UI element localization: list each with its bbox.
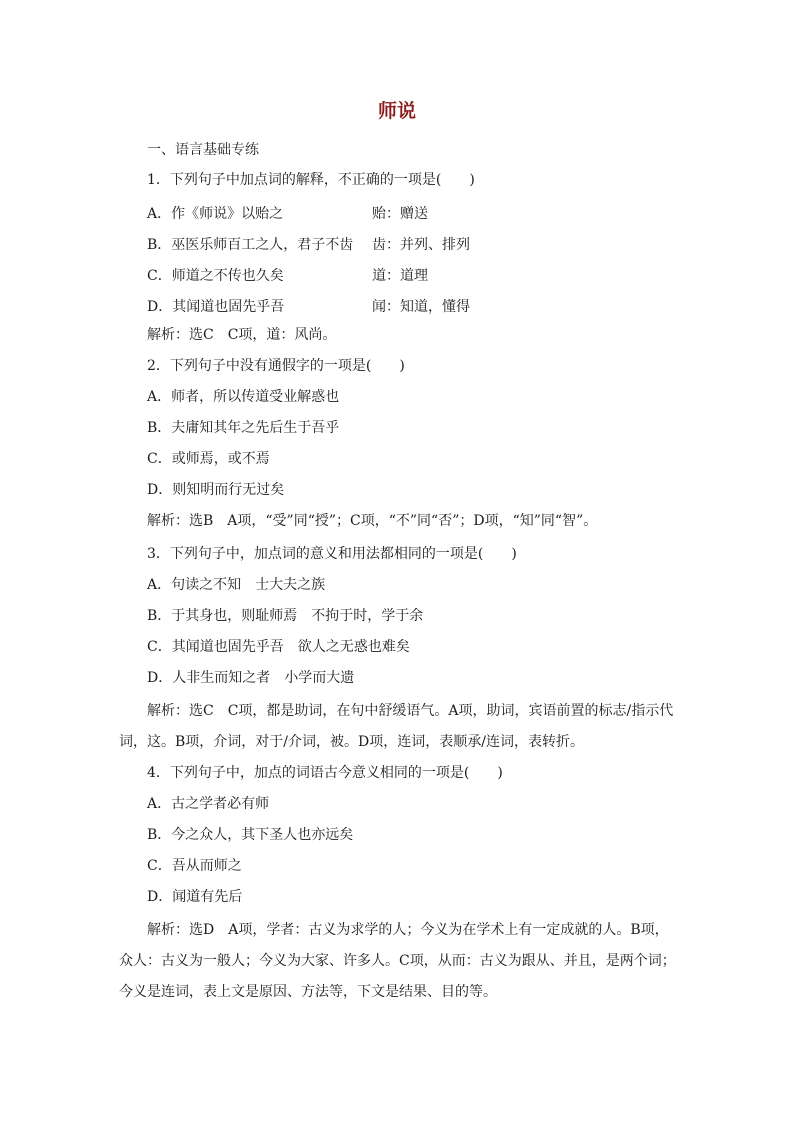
question-4-option-c: C．吾从而师之 xyxy=(147,858,242,874)
option-text: B．巫医乐师百工之人，君子不齿 xyxy=(147,237,354,253)
question-2-option-d: D．则知明而行无过矣 xyxy=(147,482,285,498)
question-3-option-b: B．于其身也，则耻师焉 不拘于时，学于余 xyxy=(147,608,424,624)
option-gloss: 齿：并列、排列 xyxy=(372,237,470,253)
question-4-analysis-line-3: 今义是连词，表上文是原因、方法等，下文是结果、目的等。 xyxy=(119,984,497,1000)
question-3-analysis-line-2: 词，这。B项，介词，对于/介词，被。D项，连词，表顺承/连词，表转折。 xyxy=(119,734,584,750)
question-3-option-d: D．人非生而知之者 小学而大遗 xyxy=(147,670,355,686)
question-4-option-d: D．闻道有先后 xyxy=(147,889,243,905)
question-1-option-c xyxy=(147,265,707,284)
question-1-option-d xyxy=(147,296,707,315)
question-3-stem: 3．下列句子中，加点词的意义和用法都相同的一项是( ) xyxy=(147,546,517,562)
question-3-analysis-line-1: 解析：选C C项，都是助词，在句中舒缓语气。A项，助词，宾语前置的标志/指示代 xyxy=(147,703,674,719)
question-1-analysis: 解析：选C C项，道：风尚。 xyxy=(147,327,337,343)
question-3-option-c: C．其闻道也固先乎吾 欲人之无惑也难矣 xyxy=(147,639,410,655)
question-2-option-b: B．夫庸知其年之先后生于吾乎 xyxy=(147,420,340,436)
question-1-option-a xyxy=(147,203,707,222)
question-1-option-b xyxy=(147,234,707,253)
question-4-option-b: B．今之众人，其下圣人也亦远矣 xyxy=(147,827,354,843)
option-gloss: 贻：赠送 xyxy=(372,206,428,222)
question-2-stem: 2．下列句子中没有通假字的一项是( ) xyxy=(147,358,405,374)
option-gloss: 道：道理 xyxy=(372,268,428,284)
question-2-option-c: C．或师焉，或不焉 xyxy=(147,451,270,467)
option-gloss: 闻：知道，懂得 xyxy=(372,299,470,315)
question-2-option-a: A．师者，所以传道受业解惑也 xyxy=(147,389,340,405)
section-heading: 一、语言基础专练 xyxy=(147,142,259,158)
question-2-analysis: 解析：选B A项，“受”同“授”；C项，“不”同“否”；D项，“知”同“智”。 xyxy=(147,513,598,529)
question-4-option-a: A．古之学者必有师 xyxy=(147,796,270,812)
question-4-analysis-line-2: 众人：古义为一般人；今义为大家、许多人。C项，从而：古义为跟从、并且，是两个词； xyxy=(119,953,676,969)
question-4-analysis-line-1: 解析：选D A项，学者：古义为求学的人；今义为在学术上有一定成就的人。B项， xyxy=(147,922,669,938)
question-1-stem: 1．下列句子中加点词的解释，不正确的一项是( ) xyxy=(147,172,475,188)
page-title: 师说 xyxy=(377,100,416,122)
option-text: C．师道之不传也久矣 xyxy=(147,268,284,284)
option-text: D．其闻道也固先乎吾 xyxy=(147,299,285,315)
question-3-option-a: A．句读之不知 士大夫之族 xyxy=(147,577,326,593)
option-text: A．作《师说》以贻之 xyxy=(147,206,284,222)
question-4-stem: 4．下列句子中，加点的词语古今意义相同的一项是( ) xyxy=(147,765,503,781)
